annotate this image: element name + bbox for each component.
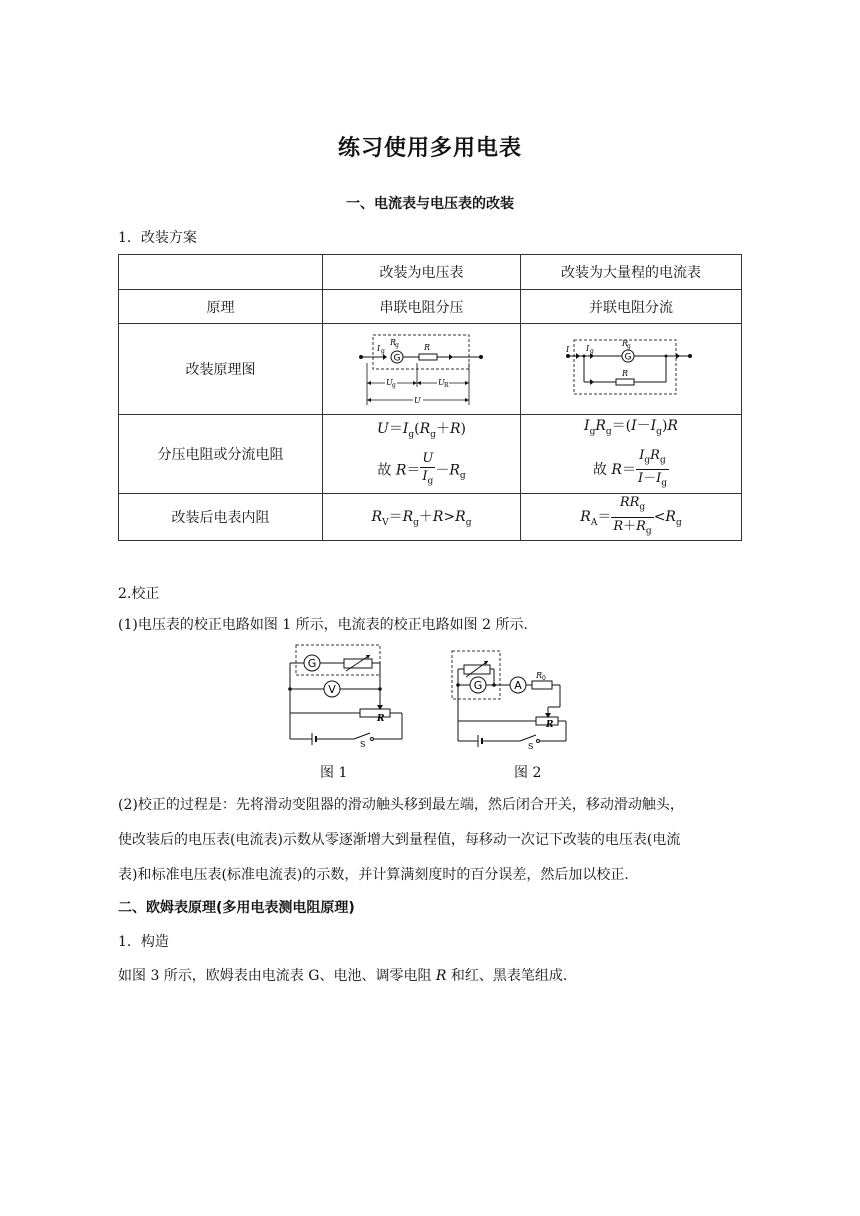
table-header-empty — [119, 255, 323, 290]
subheading-structure: 1．构造 — [118, 934, 169, 950]
label-U: U — [413, 396, 421, 405]
label-Ug-sub: g — [391, 382, 396, 389]
galvanometer-label: G — [307, 657, 317, 670]
voltmeter-conversion-diagram — [357, 329, 487, 409]
label-R0-sub: 0 — [542, 675, 546, 682]
table-header-voltmeter: 改装为电压表 — [323, 255, 521, 290]
ammeter-conversion-diagram — [566, 334, 696, 404]
row-label-principle: 原理 — [119, 290, 323, 324]
ammeter-label: A — [514, 679, 522, 692]
subheading-calibration: 2.校正 — [118, 586, 160, 602]
rheostat-label: R — [377, 714, 385, 724]
label-Rg: R — [389, 338, 396, 347]
calibration-paragraph-2-line-3: 表)和标准电压表(标准电流表)的示数，并计算满刻度时的百分误差，然后加以校正. — [118, 867, 629, 883]
voltmeter-label: V — [328, 683, 336, 696]
label-UR-sub: R — [443, 382, 449, 389]
figure-2-ammeter-calibration — [448, 645, 572, 749]
calibration-paragraph-2-line-1: (2)校正的过程是：先将滑动变阻器的滑动触头移到最左端，然后闭合开关，移动滑动触头， — [118, 797, 684, 813]
switch-label: S — [360, 740, 366, 747]
label-R0: R — [536, 671, 543, 680]
label-Ug: U — [385, 378, 393, 387]
modification-table — [118, 254, 742, 541]
cell-principle-voltmeter: 串联电阻分压 — [323, 290, 521, 324]
cell-resistor-ammeter — [521, 415, 742, 494]
label-Ig: I — [376, 344, 380, 353]
row-label-internal: 改装后电表内阻 — [119, 494, 323, 541]
cell-resistor-voltmeter — [323, 415, 521, 494]
structure-paragraph — [118, 966, 567, 986]
label-Ig-sub: g — [380, 348, 385, 355]
label-R: R — [622, 369, 629, 378]
galvanometer-label: G — [473, 679, 483, 692]
section-heading-2: 二、欧姆表原理(多用电表测电阻原理) — [118, 900, 355, 916]
formula-ammeter-1: $I_gR_g=(I-I_g)R$ — [584, 418, 678, 437]
label-Rg-sub: g — [394, 342, 399, 349]
figure-2-caption: 图 2 — [514, 765, 542, 781]
row-label-diagram: 改装原理图 — [119, 324, 323, 415]
calibration-paragraph-2-line-2: 使改装后的电压表(电流表)示数从零逐渐增大到量程值，每移动一次记下改装的电压表(电流 — [118, 832, 681, 848]
label-Ig-sub: g — [590, 348, 594, 355]
cell-principle-ammeter: 并联电阻分流 — [521, 290, 742, 324]
formula-voltmeter-1: $U=I_g(R_g+R)$ — [377, 420, 466, 440]
galvanometer-label: G — [624, 352, 632, 363]
label-R: R — [423, 343, 430, 352]
formula-ammeter-2: 故 R＝ $\frac{I_gR_g}{I-I_g}$ — [592, 447, 668, 489]
structure-text-R: R — [435, 968, 447, 984]
section-heading-1: 一、电流表与电压表的改装 — [346, 196, 514, 212]
figure-1-caption: 图 1 — [320, 765, 348, 781]
cell-internal-voltmeter: $R_V=R_g+R>R_g$ — [323, 494, 521, 541]
table-header-ammeter: 改装为大量程的电流表 — [521, 255, 742, 290]
page-title: 练习使用多用电表 — [337, 136, 522, 161]
cell-diagram-voltmeter — [323, 324, 521, 415]
cell-internal-ammeter: $R_A=$ $\frac{RR_g}{R+R_g}$ $<R_g$ — [521, 494, 742, 541]
label-Rg: R — [622, 339, 629, 348]
subheading-plan: 1．改装方案 — [118, 230, 197, 246]
label-Rg-sub: g — [627, 343, 631, 350]
label-UR: U — [437, 378, 445, 387]
rheostat-label: R — [546, 720, 554, 730]
structure-text-a: 如图 3 所示，欧姆表由电流表 G、电池、调零电阻 — [118, 968, 436, 984]
label-I: I — [566, 345, 570, 354]
cell-diagram-ammeter — [521, 324, 742, 415]
switch-label: S — [528, 742, 534, 749]
galvanometer-label: G — [393, 353, 400, 364]
figure-1-voltmeter-calibration — [282, 643, 412, 747]
calibration-paragraph-1: (1)电压表的校正电路如图 1 所示，电流表的校正电路如图 2 所示. — [118, 617, 528, 633]
structure-text-b: 和红、黑表笔组成. — [446, 968, 568, 984]
row-label-resistor: 分压电阻或分流电阻 — [119, 415, 323, 494]
formula-voltmeter-2: 故 R＝ $\frac{U}{I_g}$ $-R_g$ — [377, 450, 466, 487]
label-Ig: I — [586, 344, 590, 353]
